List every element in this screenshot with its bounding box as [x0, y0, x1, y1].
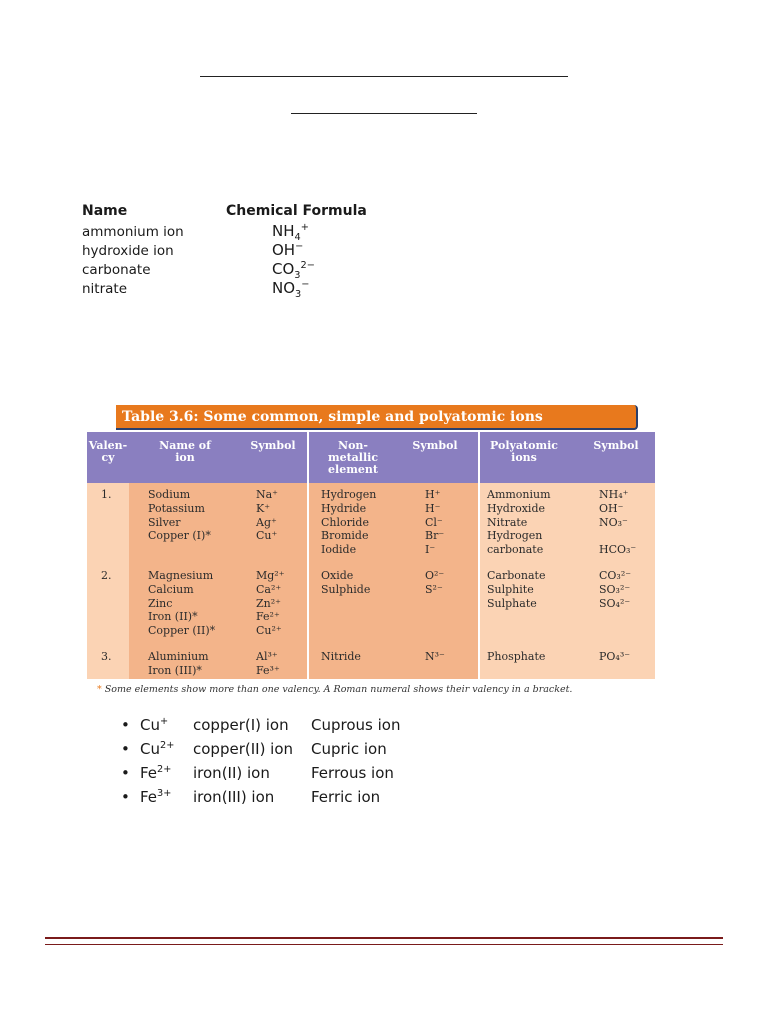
valency-label: 2.: [101, 569, 112, 582]
list-item: [121, 761, 400, 785]
polyatomic-names: Carbonate Sulphite Sulphate: [487, 569, 546, 610]
ion-table-row: [82, 240, 432, 259]
non-metal-names: Nitride: [321, 650, 361, 663]
header-symbol-3: Symbol: [593, 439, 639, 452]
ion-name-bullet-list: [121, 713, 400, 809]
bullet-icon: •: [121, 716, 130, 734]
ion-symbols: Na⁺ K⁺ Ag⁺ Cu⁺: [256, 488, 278, 543]
subtitle-blank-line: [291, 113, 477, 114]
figure-title: Table 3.6: Some common, simple and polyatomic ions: [116, 405, 638, 430]
non-metal-symbols: O²⁻ S²⁻: [425, 569, 445, 596]
bullet-icon: •: [121, 740, 130, 758]
header-polyatomic: Polyatomic ions: [490, 439, 558, 464]
ion-symbol: $Fe^{3+}$: [140, 788, 172, 806]
column-divider: [307, 432, 309, 679]
ion-name: carbonate: [82, 262, 151, 278]
footer-double-rule: [45, 937, 723, 945]
ion-common-name: Cupric ion: [311, 740, 387, 758]
ion-common-name: Ferric ion: [311, 788, 381, 806]
ion-formula: $NH_4^+$: [272, 222, 309, 243]
polyatomic-symbols: CO₃²⁻ SO₃²⁻ SO₄²⁻: [599, 569, 632, 610]
table-body: [87, 483, 655, 679]
valency-label: 1.: [101, 488, 112, 501]
ion-table-row: [82, 259, 432, 281]
bullet-icon: •: [121, 788, 130, 806]
valency-label: 3.: [101, 650, 112, 663]
ion-name: ammonium ion: [82, 224, 184, 240]
list-item: [121, 785, 400, 809]
ion-symbol: Cu+: [140, 716, 169, 734]
list-item: [121, 713, 400, 737]
list-item: [121, 737, 400, 761]
ion-name: nitrate: [82, 281, 128, 297]
footnote-asterisk: *: [97, 684, 102, 695]
title-blank-line: [200, 76, 568, 77]
column-divider: [478, 432, 480, 679]
ion-systematic-name: copper(I) ion: [193, 716, 289, 734]
header-symbol-1: Symbol: [250, 439, 296, 452]
polyatomic-names: Ammonium Hydroxide Nitrate Hydrogen carbonate: [487, 488, 551, 557]
footnote-text: Some elements show more than one valency. A Roman numeral shows their valency in a bracket.: [101, 684, 573, 695]
formula-column-header: Chemical Formula: [226, 203, 367, 219]
ion-table-row: [82, 278, 432, 300]
bullet-icon: •: [121, 764, 130, 782]
ion-common-name: Cuprous ion: [311, 716, 401, 734]
header-non-metallic: Non- metallic element: [327, 439, 379, 476]
ion-names: Aluminium Iron (III)*: [148, 650, 209, 677]
ion-systematic-name: iron(II) ion: [193, 764, 270, 782]
ion-formula-table: [82, 203, 432, 300]
ions-table-figure: [87, 405, 655, 705]
ion-symbols: Mg²⁺ Ca²⁺ Zn²⁺ Fe²⁺ Cu²⁺: [256, 569, 285, 638]
ion-systematic-name: copper(II) ion: [193, 740, 294, 758]
ion-formula: $CO_3^{2-}$: [272, 260, 315, 281]
ion-systematic-name: iron(III) ion: [193, 788, 275, 806]
polyatomic-symbols: PO₄³⁻: [599, 650, 631, 663]
ion-formula: OH−: [272, 241, 304, 259]
header-symbol-2: Symbol: [412, 439, 458, 452]
table-footnote: [97, 684, 657, 695]
ion-names: Sodium Potassium Silver Copper (I)*: [148, 488, 211, 543]
ion-names: Magnesium Calcium Zinc Iron (II)* Copper (II)*: [148, 569, 216, 638]
ion-symbol: $Fe^{2+}$: [140, 764, 172, 782]
name-column-header: Name: [82, 203, 128, 219]
ion-table-header: [82, 203, 432, 219]
ion-symbol: $Cu^{2+}$: [140, 740, 175, 758]
non-metal-symbols: N³⁻: [425, 650, 445, 663]
table-header-row: [87, 432, 655, 483]
non-metal-names: Oxide Sulphide: [321, 569, 371, 596]
ion-symbols: Al³⁺ Fe³⁺: [256, 650, 280, 677]
ion-name: hydroxide ion: [82, 243, 174, 259]
ion-table-row: [82, 221, 432, 243]
ion-common-name: Ferrous ion: [311, 764, 394, 782]
ion-formula: $NO_3^-$: [272, 279, 310, 300]
polyatomic-names: Phosphate: [487, 650, 546, 663]
non-metal-symbols: H⁺ H⁻ Cl⁻ Br⁻ I⁻: [425, 488, 445, 557]
non-metal-names: Hydrogen Hydride Chloride Bromide Iodide: [321, 488, 377, 557]
header-name-of-ion: Name of ion: [159, 439, 211, 464]
polyatomic-symbols: NH₄⁺ OH⁻ NO₃⁻ HCO₃⁻: [599, 488, 637, 557]
header-valency: Valen- cy: [88, 439, 128, 464]
